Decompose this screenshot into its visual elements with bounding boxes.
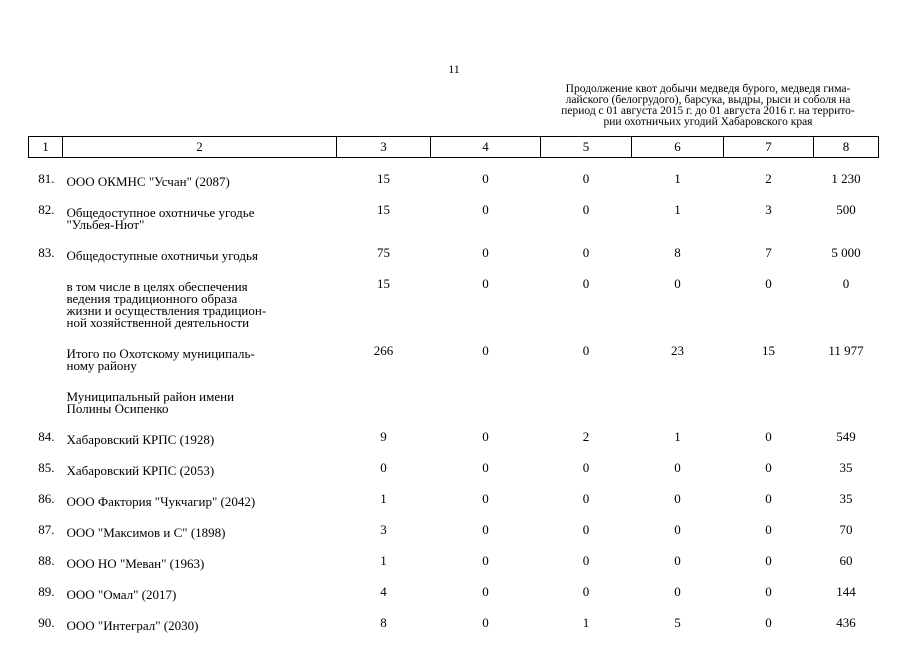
cell: 0 xyxy=(674,491,681,506)
cell: 5 000 xyxy=(831,245,861,260)
row-name-line: жизни и осуществления традицион- xyxy=(66,303,267,318)
cell: 3 xyxy=(765,202,772,217)
cell: 500 xyxy=(836,202,856,217)
cell: 60 xyxy=(839,553,853,568)
row-name-line: "Ульбея-Нют" xyxy=(66,217,145,232)
cell: 8 xyxy=(674,245,681,260)
table-row xyxy=(29,492,879,523)
row-name-line: ООО ОКМНС "Усчан" (2087) xyxy=(66,174,230,189)
cell: 8 xyxy=(380,615,387,630)
cell xyxy=(814,387,879,430)
cell: 0 xyxy=(582,553,590,568)
cell xyxy=(431,387,541,430)
column-header: 6 xyxy=(632,137,724,158)
table-row xyxy=(29,461,879,492)
cell: 0 xyxy=(582,584,590,599)
column-header: 7 xyxy=(724,137,814,158)
row-number: 90. xyxy=(38,615,55,630)
cell: 0 xyxy=(582,522,590,537)
row-name xyxy=(63,203,337,246)
cell: 0 xyxy=(765,615,772,630)
cell xyxy=(541,387,632,430)
row-name-line: Хабаровский КРПС (2053) xyxy=(66,463,215,478)
cell: 0 xyxy=(582,343,590,358)
row-name xyxy=(63,616,337,647)
caption-line: рии охотничьих угодий Хабаровского края xyxy=(603,116,813,128)
cell: 549 xyxy=(836,429,856,444)
cell: 0 xyxy=(765,460,772,475)
cell: 0 xyxy=(482,615,489,630)
cell: 35 xyxy=(839,491,853,506)
row-number: 85. xyxy=(38,460,55,475)
row-name-line: Муниципальный район имени xyxy=(66,389,235,404)
cell: 1 xyxy=(582,615,590,630)
cell: 23 xyxy=(671,343,684,358)
row-number: 81. xyxy=(38,171,55,186)
column-header: 5 xyxy=(541,137,632,158)
row-name xyxy=(63,387,337,430)
table-row xyxy=(29,523,879,554)
table-row xyxy=(29,344,879,387)
cell: 0 xyxy=(482,491,489,506)
cell: 15 xyxy=(377,171,390,186)
row-number xyxy=(29,344,63,387)
cell: 0 xyxy=(482,522,489,537)
cell: 11 977 xyxy=(828,343,864,358)
cell: 0 xyxy=(582,276,590,291)
cell: 0 xyxy=(582,171,590,186)
cell xyxy=(724,387,814,430)
row-number xyxy=(29,277,63,344)
cell: 15 xyxy=(377,276,390,291)
cell: 0 xyxy=(674,276,681,291)
cell: 0 xyxy=(765,429,772,444)
row-name xyxy=(63,246,337,277)
cell: 1 xyxy=(380,553,387,568)
cell: 0 xyxy=(765,276,772,291)
cell: 0 xyxy=(582,491,590,506)
row-number: 84. xyxy=(38,429,55,444)
caption-line: период с 01 августа 2015 г. до 01 августа 2016 г. на террито- xyxy=(561,105,855,117)
row-number: 86. xyxy=(38,491,55,506)
cell: 1 xyxy=(674,429,681,444)
cell: 0 xyxy=(482,171,489,186)
cell: 144 xyxy=(836,584,856,599)
row-number xyxy=(29,387,63,430)
row-number: 87. xyxy=(38,522,55,537)
row-name-line: ООО "Максимов и С" (1898) xyxy=(66,525,226,540)
cell: 436 xyxy=(836,615,856,630)
row-name xyxy=(63,344,337,387)
cell: 0 xyxy=(842,276,850,291)
table-row xyxy=(29,554,879,585)
row-name-line: ведения традиционного образа xyxy=(66,291,238,306)
table-row xyxy=(29,585,879,616)
row-name-line: Общедоступные охотничьи угодья xyxy=(66,248,258,263)
cell: 0 xyxy=(380,460,387,475)
table-row xyxy=(29,387,879,430)
cell: 0 xyxy=(674,553,681,568)
cell: 0 xyxy=(482,584,489,599)
cell: 1 xyxy=(380,491,387,506)
table-row xyxy=(29,203,879,246)
column-header: 8 xyxy=(814,137,879,158)
cell: 0 xyxy=(482,245,489,260)
cell: 3 xyxy=(380,522,387,537)
cell: 0 xyxy=(582,245,590,260)
cell: 0 xyxy=(582,202,590,217)
cell: 0 xyxy=(765,491,772,506)
row-name-line: ному району xyxy=(66,358,137,373)
table-row xyxy=(29,246,879,277)
column-header: 4 xyxy=(431,137,541,158)
cell: 266 xyxy=(373,343,394,358)
table-caption xyxy=(520,84,896,128)
row-name-line: Итого по Охотскому муниципаль- xyxy=(66,346,255,361)
cell: 0 xyxy=(482,276,489,291)
cell: 5 xyxy=(674,615,681,630)
row-name xyxy=(63,277,337,344)
caption-line: лайского (белогрудого), барсука, выдры, рыси и соболя на xyxy=(565,94,851,106)
cell: 0 xyxy=(482,429,489,444)
row-number: 83. xyxy=(38,245,55,260)
row-name xyxy=(63,461,337,492)
row-name-line: ООО "Интеграл" (2030) xyxy=(66,618,199,633)
table-row xyxy=(29,430,879,461)
cell: 2 xyxy=(765,171,772,186)
cell: 0 xyxy=(482,343,489,358)
row-number: 88. xyxy=(38,553,55,568)
row-name-line: Полины Осипенко xyxy=(66,401,169,416)
cell: 4 xyxy=(380,584,387,599)
cell: 0 xyxy=(765,522,772,537)
cell: 35 xyxy=(839,460,853,475)
row-name xyxy=(63,554,337,585)
row-name-line: Хабаровский КРПС (1928) xyxy=(66,432,215,447)
row-name-line: Общедоступное охотничье угодье xyxy=(66,205,255,220)
column-header: 2 xyxy=(63,137,337,158)
table-row xyxy=(29,277,879,344)
cell: 1 230 xyxy=(831,171,861,186)
row-name xyxy=(63,492,337,523)
cell xyxy=(337,387,431,430)
cell: 0 xyxy=(674,584,681,599)
cell: 0 xyxy=(482,460,489,475)
row-name-line: ООО Фактория "Чукчагир" (2042) xyxy=(66,494,256,509)
row-name-line: ООО НО "Меван" (1963) xyxy=(66,556,205,571)
row-name xyxy=(63,523,337,554)
cell: 9 xyxy=(380,429,387,444)
cell: 2 xyxy=(582,429,590,444)
cell: 7 xyxy=(765,245,772,260)
caption-line: Продолжение квот добычи медведя бурого, медведя гима- xyxy=(565,83,851,95)
cell: 15 xyxy=(762,343,775,358)
table-row xyxy=(29,616,879,647)
column-header: 3 xyxy=(337,137,431,158)
row-name-line: ной хозяйственной деятельности xyxy=(66,315,250,330)
table-row xyxy=(29,172,879,203)
quota-table xyxy=(28,136,879,647)
cell: 0 xyxy=(765,553,772,568)
cell: 0 xyxy=(765,584,772,599)
cell: 15 xyxy=(377,202,390,217)
row-name-line: ООО "Омал" (2017) xyxy=(66,587,177,602)
cell: 0 xyxy=(482,553,489,568)
cell xyxy=(632,387,724,430)
cell: 0 xyxy=(482,202,489,217)
cell: 1 xyxy=(674,171,681,186)
row-name xyxy=(63,585,337,616)
row-name xyxy=(63,172,337,203)
row-name-line: в том числе в целях обеспечения xyxy=(66,279,248,294)
page-number: 11 xyxy=(448,62,460,76)
cell: 70 xyxy=(839,522,853,537)
row-name xyxy=(63,430,337,461)
header-row xyxy=(29,137,879,158)
cell: 0 xyxy=(674,522,681,537)
cell: 0 xyxy=(674,460,681,475)
cell: 75 xyxy=(377,245,390,260)
cell: 1 xyxy=(674,202,681,217)
row-number: 89. xyxy=(38,584,55,599)
row-number: 82. xyxy=(38,202,55,217)
column-header: 1 xyxy=(29,137,63,158)
cell: 0 xyxy=(582,460,590,475)
